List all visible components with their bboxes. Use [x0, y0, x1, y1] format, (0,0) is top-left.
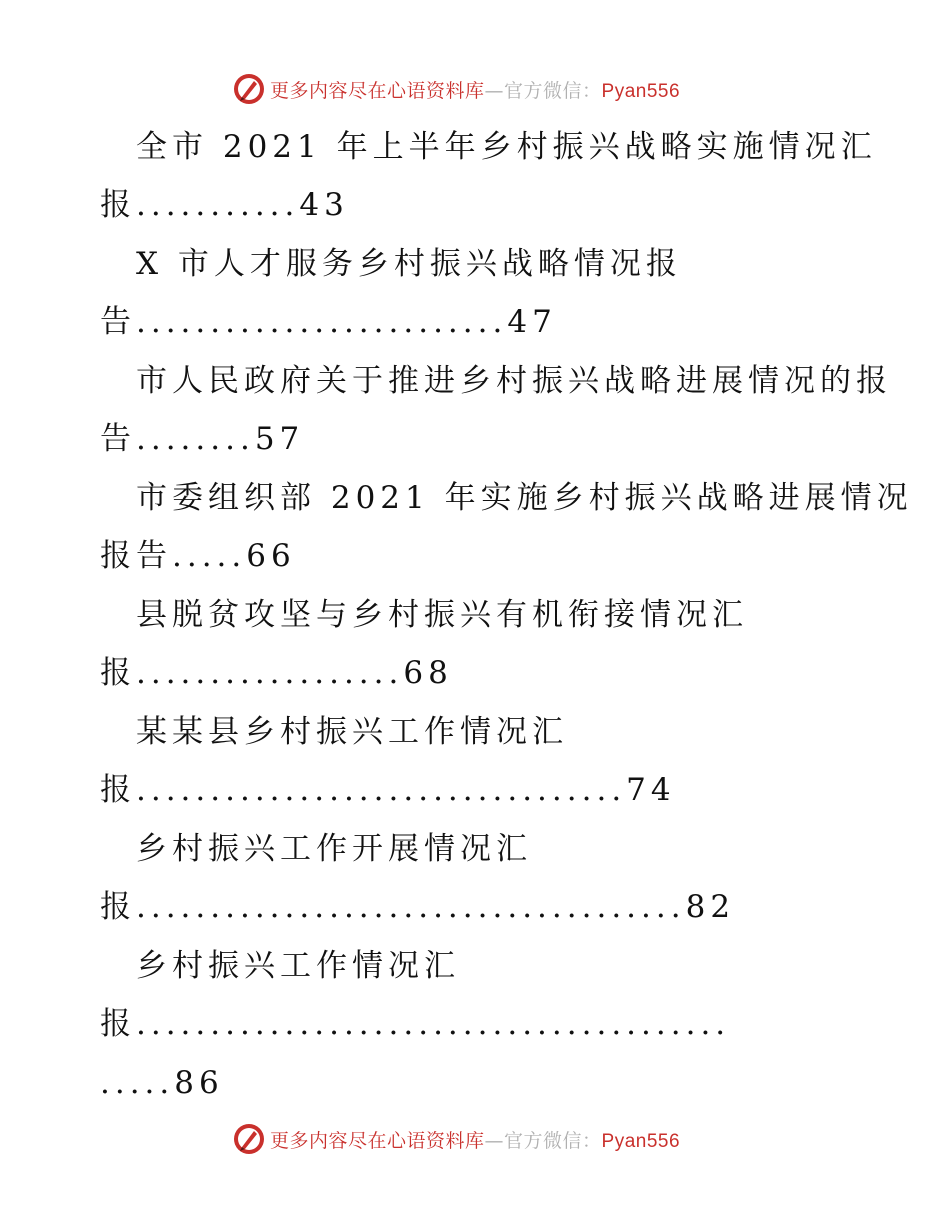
banner-main-text: 更多内容尽在心语资料库 — [270, 1129, 485, 1152]
banner-text — [270, 76, 680, 103]
toc-entry-leader: 报.....................................82 — [100, 889, 736, 925]
toc-entry-leader: 报........................................ — [100, 1006, 731, 1042]
toc-entry-title: 乡村振兴工作开展情况汇 — [136, 831, 532, 867]
header-banner — [232, 72, 680, 106]
toc-entry-leader: 告........57 — [100, 421, 305, 457]
banner-wechat-label: 官方微信： — [504, 79, 602, 102]
footer-banner — [232, 1122, 680, 1156]
banner-wechat-id: Pyan556 — [601, 80, 681, 102]
banner-main-text: 更多内容尽在心语资料库 — [270, 79, 485, 102]
toc-entry-title: X 市人才服务乡村振兴战略情况报 — [136, 246, 682, 282]
toc-entry-leader: 报...........43 — [100, 187, 349, 223]
toc-entry-leader: 报.................................74 — [100, 772, 676, 808]
toc-entry-title: 县脱贫攻坚与乡村振兴有机衔接情况汇 — [136, 597, 748, 633]
toc-entry-title: 某某县乡村振兴工作情况汇 — [136, 714, 568, 750]
banner-wechat-label: 官方微信： — [504, 1129, 602, 1152]
toc-entry-title: 市人民政府关于推进乡村振兴战略进展情况的报 — [136, 363, 892, 399]
toc-entry-title: 市委组织部 2021 年实施乡村振兴战略进展情况 — [136, 480, 913, 516]
toc-entry-leader: 报..................68 — [100, 655, 453, 691]
pen-logo-icon — [232, 1122, 266, 1156]
toc-entry-leader: 报告.....66 — [100, 538, 296, 574]
toc-entry-title: 全市 2021 年上半年乡村振兴战略实施情况汇 — [136, 129, 877, 165]
toc-entry-continuation: .....86 — [100, 1065, 224, 1101]
banner-separator: — — [484, 1129, 505, 1152]
pen-logo-icon — [232, 72, 266, 106]
banner-text — [270, 1126, 680, 1153]
banner-separator: — — [484, 79, 505, 102]
banner-wechat-id: Pyan556 — [601, 1130, 681, 1152]
toc-entry-title: 乡村振兴工作情况汇 — [136, 948, 460, 984]
toc-entry-leader: 告.........................47 — [100, 304, 557, 340]
